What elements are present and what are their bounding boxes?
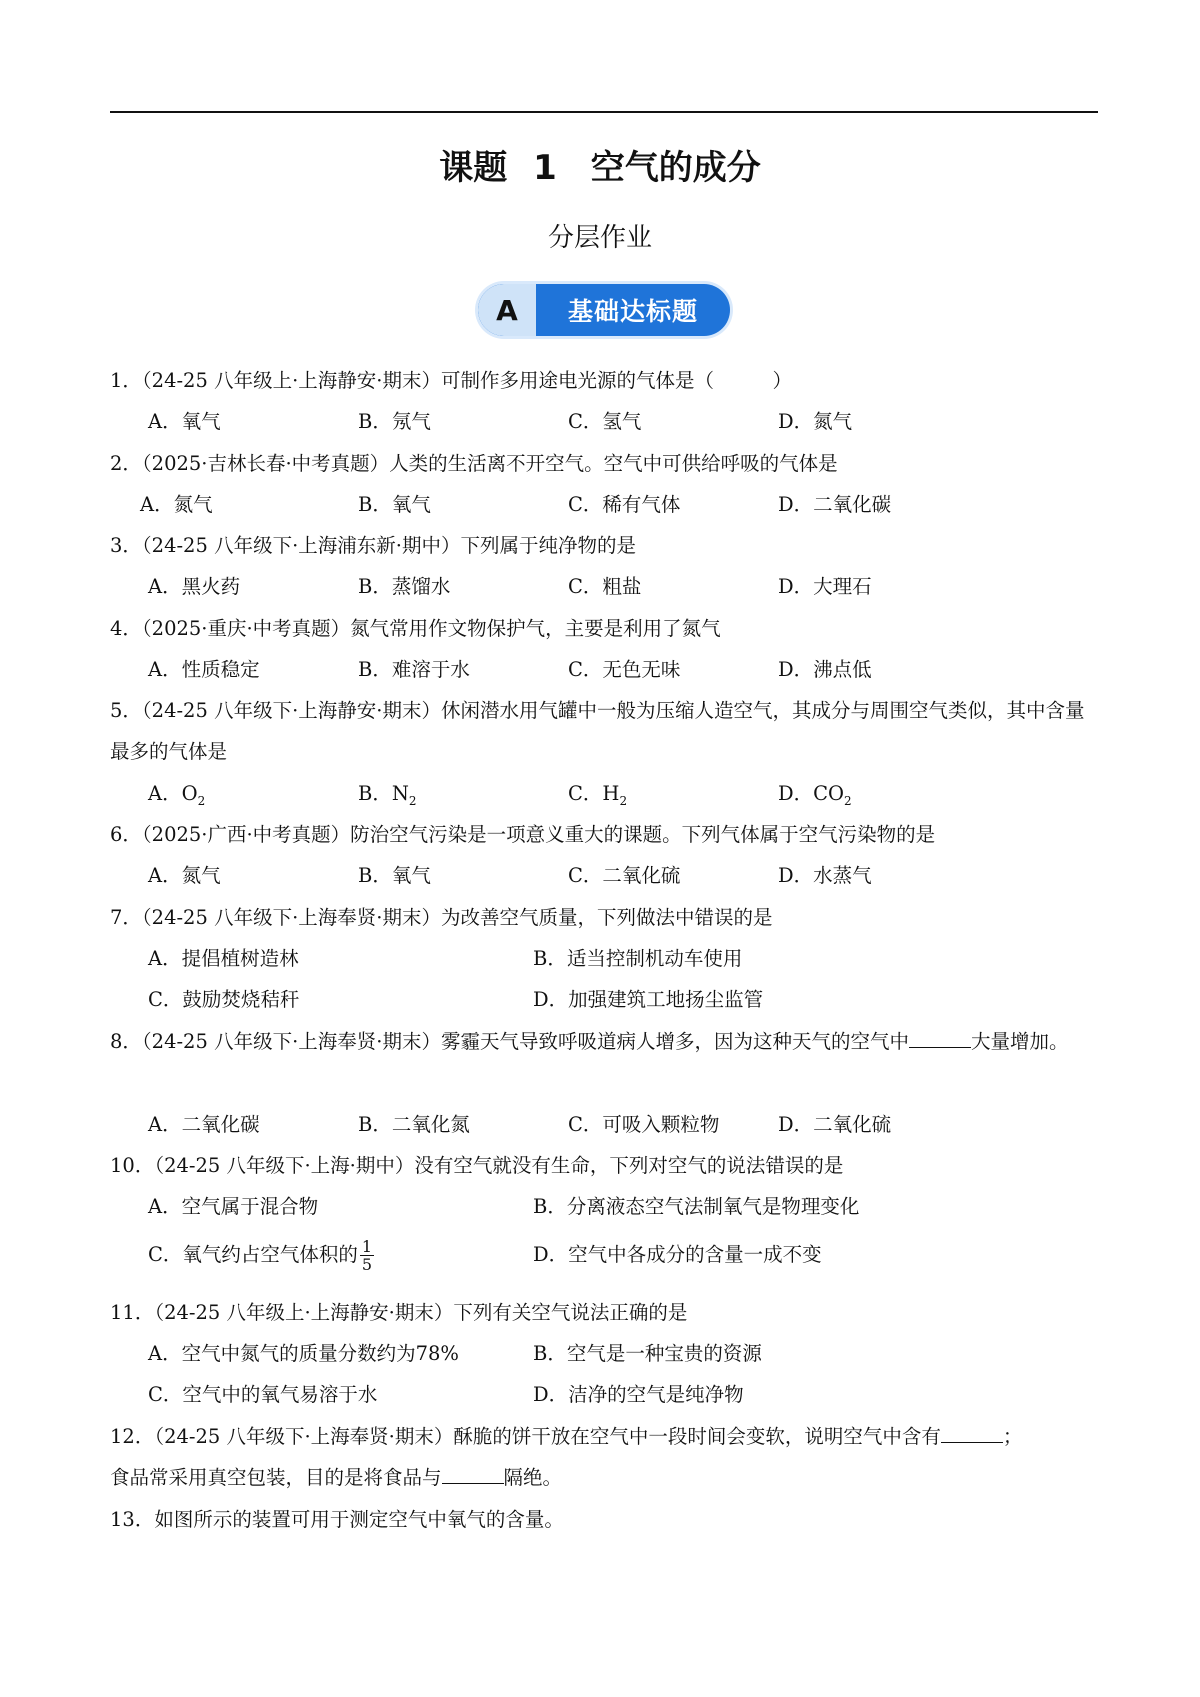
section-badge [478,284,730,336]
option-b: B．氧气 [358,864,431,887]
answer-blank [941,1420,1003,1443]
option-a: A．氮气 [148,864,221,887]
option-a: A．$O_2$ [148,782,206,808]
question-11-options-row1 [148,1333,1102,1374]
option-b: B．分离液态空气法制氧气是物理变化 [533,1195,860,1218]
answer-blank [442,1461,504,1484]
option-b: B．氧气 [358,493,431,516]
question-2-options [140,484,1094,525]
option-d: D．洁净的空气是纯净物 [533,1383,744,1406]
question-10-stem: 10．（24-25 八年级下·上海·期中）没有空气就没有生命，下列对空气的说法错误的是 [110,1154,844,1177]
option-c: C．鼓励焚烧秸秆 [148,988,300,1011]
option-c: C．二氧化硫 [568,864,681,887]
question-11-stem: 11．（24-25 八年级上·上海静安·期末）下列有关空气说法正确的是 [110,1301,688,1324]
question-2-stem: 2．（2025·吉林长春·中考真题）人类的生活离不开空气。空气中可供给呼吸的气体是 [110,452,838,475]
option-c: C．稀有气体 [568,493,681,516]
option-a: A．提倡植树造林 [148,947,299,970]
option-b: B．$N_2$ [358,782,417,808]
option-b: B．适当控制机动车使用 [533,947,743,970]
option-d: D．沸点低 [778,658,872,681]
option-c: C．氧气约占空气体积的 $\frac{1}{5}$ [148,1237,373,1274]
option-a: A．黑火药 [148,575,241,598]
question-10-options-row1 [148,1186,1102,1227]
option-a: A．性质稳定 [148,658,260,681]
question-7-options-row1 [148,938,1102,979]
question-10-options-row2 [148,1234,1102,1275]
question-1-stem: 1．（24-25 八年级上·上海静安·期末）可制作多用途电光源的气体是（ ） [110,369,792,392]
question-4-options [148,649,1102,690]
question-12-stem-line1: 12．（24-25 八年级下·上海奉贤·期末）酥脆的饼干放在空气中一段时间会变软，说明空气中含有 ； [110,1416,1102,1457]
answer-blank [909,1025,971,1048]
fraction-one-fifth: $\frac{1}{5}$ [361,1237,373,1274]
option-d: D．氮气 [778,410,853,433]
option-d: D．二氧化硫 [778,1113,892,1136]
question-1-options [148,401,1102,442]
question-3-options [148,566,1102,607]
option-a: A．氮气 [140,493,213,516]
option-a: A．空气中氮气的质量分数约为78% [148,1342,459,1365]
option-b: B．二氧化氮 [358,1113,470,1136]
question-4-stem: 4．（2025·重庆·中考真题）氮气常用作文物保护气，主要是利用了氮气 [110,617,721,640]
question-6-stem: 6．（2025·广西·中考真题）防治空气污染是一项意义重大的课题。下列气体属于空气污染物的是 [110,823,936,846]
option-a: A．氧气 [148,410,221,433]
option-d: D．$CO_2$ [778,782,852,808]
badge-letter: A [478,284,536,336]
option-a: A．二氧化碳 [148,1113,260,1136]
option-c: C．无色无味 [568,658,681,681]
header-rule [110,111,1098,113]
option-b: B．氖气 [358,410,431,433]
question-6-options [148,855,1102,896]
question-11-options-row2 [148,1374,1102,1415]
option-d: D．大理石 [778,575,872,598]
option-d: D．水蒸气 [778,864,872,887]
option-c: C．粗盐 [568,575,642,598]
option-d: D．空气中各成分的含量一成不变 [533,1243,822,1266]
question-7-options-row2 [148,979,1102,1020]
question-12-stem-line2: 食品常采用真空包装，目的是将食品与 隔绝。 [110,1457,1102,1498]
page-title: 课题 1 空气的成分 [439,148,761,188]
badge-text: 基础达标题 [567,297,698,326]
option-b: B．难溶于水 [358,658,470,681]
option-d: D．二氧化碳 [778,493,892,516]
page-subtitle: 分层作业 [547,223,652,253]
question-8-stem: 8．（24-25 八年级下·上海奉贤·期末）雾霾天气导致呼吸道病人增多，因为这种天气的空气中 大量增加。 [110,1021,1102,1062]
question-13-stem: 13．如图所示的装置可用于测定空气中氧气的含量。 [110,1508,564,1531]
option-b: B．蒸馏水 [358,575,451,598]
option-d: D．加强建筑工地扬尘监管 [533,988,764,1011]
option-b: B．空气是一种宝贵的资源 [533,1342,762,1365]
option-c: C．$H_2$ [568,782,628,808]
option-c: C．空气中的氧气易溶于水 [148,1383,378,1406]
option-c: C．氢气 [568,410,642,433]
option-a: A．空气属于混合物 [148,1195,319,1218]
question-3-stem: 3．（24-25 八年级下·上海浦东新·期中）下列属于纯净物的是 [110,534,636,557]
question-8-options [148,1104,1102,1145]
option-c: C．可吸入颗粒物 [568,1113,720,1136]
question-5-stem: 5．（24-25 八年级下·上海静安·期末）休闲潜水用气罐中一般为压缩人造空气，其成分与周围空气类似，其中含量最多的气体是 [110,699,1085,763]
question-7-stem: 7．（24-25 八年级下·上海奉贤·期末）为改善空气质量，下列做法中错误的是 [110,906,773,929]
